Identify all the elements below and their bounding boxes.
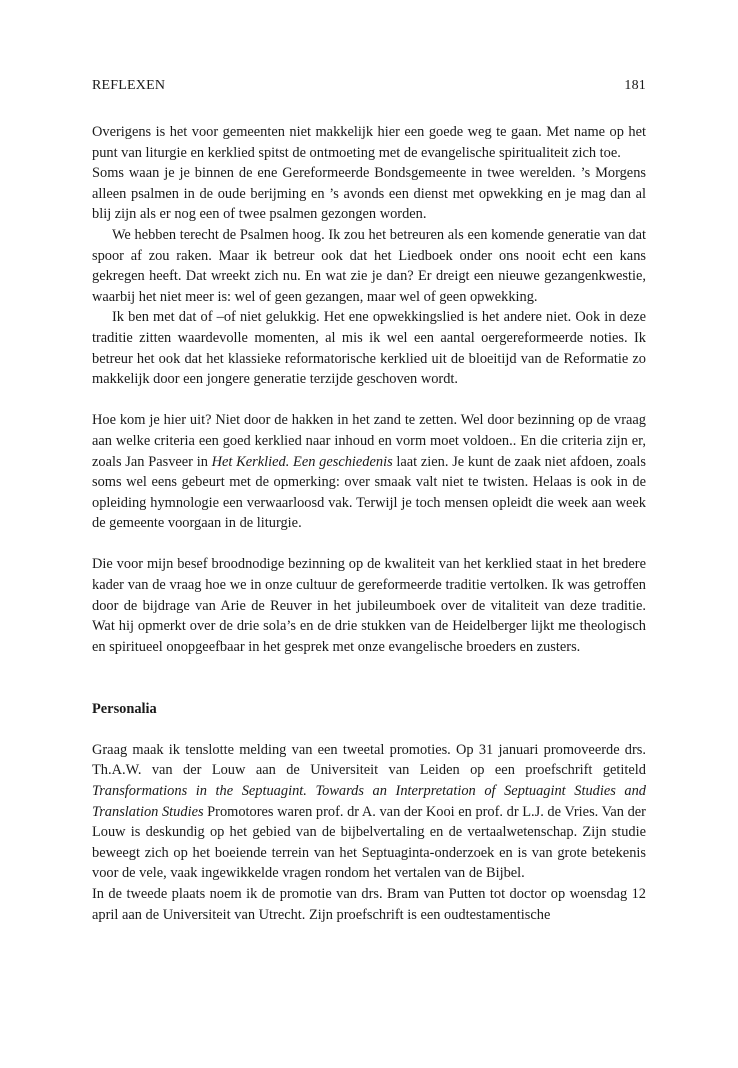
section-heading-personalia: Personalia xyxy=(92,700,157,717)
paragraph-3: We hebben terecht de Psalmen hoog. Ik zou het betreuren als een komende generatie van dat spoor af zou raken. Maar ik betreur ook dat het Liedboek onder ons nooit echt een kans gekregen heeft. Dat wreekt zich nu. En wat zie je dan? Er dreigt een nieuwe gezangenkwestie, waarbij het niet meer is: wel of geen gezangen, maar wel of geen opwekking. xyxy=(92,226,646,305)
paragraph-5-text-b: laat zien. Je kunt de zaak niet afdoen, zoals soms wel eens gebeurt met de opmerking: over smaak valt niet te twisten. Helaas is ook in de opleiding hymnologie een verwaarloosd vak. Terwijl je toch mensen opleidt die week aan week de gemeente voorgaan in de liturgie. xyxy=(92,453,647,532)
thesis-title-septuagint: Transformations in the Septuagint. Towards an Interpretation of Septuagint Studies and Translation Studies xyxy=(92,783,646,820)
running-title: REFLEXEN xyxy=(92,78,166,93)
paragraph-gap xyxy=(92,657,646,678)
page-number: 181 xyxy=(624,78,646,93)
paragraph-gap xyxy=(92,719,646,740)
book-title-kerklied: Het Kerklied. Een geschiedenis xyxy=(211,453,393,470)
paragraph-8: In de tweede plaats noem ik de promotie van drs. Bram van Putten tot doctor op woensdag 12 april aan de Universiteit van Utrecht. Zijn proefschrift is een oudtestamentische xyxy=(92,885,646,923)
paragraph-gap xyxy=(92,390,646,411)
paragraph-7-text-a: Graag maak ik tenslotte melding van een tweetal promoties. Op 31 januari promoveerde drs. Th.A.W. van der Louw aan de Universiteit van Leiden op een proefschrift getiteld xyxy=(92,741,646,779)
paragraph-1: Overigens is het voor gemeenten niet makkelijk hier een goede weg te gaan. Met name op het punt van liturgie en kerklied spitst de ontmoeting met de evangelische spiritualiteit zich toe. xyxy=(92,124,646,161)
paragraph-4: Ik ben met dat of –of niet gelukkig. Het ene opwekkingslied is het andere niet. Ook in deze traditie zitten waardevolle momenten, al mis ik wel een aantal oergereformeerde noties. Ik betreur het ook dat het klassieke reformatorische kerklied uit de bloeitijd van de Reformatie zo makkelijk door een jongere generatie terzijde geschoven wordt. xyxy=(92,309,646,388)
running-header xyxy=(92,78,646,94)
paragraph-7 xyxy=(92,740,646,884)
paragraph-gap xyxy=(92,678,646,699)
page xyxy=(92,78,646,925)
paragraph-7-text-b: Promotores waren prof. dr A. van der Kooi en prof. dr L.J. de Vries. Van der Louw is deskundig op het gebied van de bijbelvertaling en de vertaalwetenschap. Zijn studie beweegt zich op het boeiende terrein van het Septuaginta-onderzoek en is van grote betekenis voor de vele, vaak ingewikkelde vragen rondom het vertalen van de Bijbel. xyxy=(92,803,646,882)
paragraph-5 xyxy=(92,410,646,534)
paragraph-2: Soms waan je je binnen de ene Gereformeerde Bondsgemeente in twee werelden. ’s Morgens alleen psalmen in de oude berijming en ’s avonds een dienst met opwekking en je mag dan al blij zijn als er nog een of twee psalmen gezongen worden. xyxy=(92,165,646,223)
paragraph-5-text-a: Hoe kom je hier uit? Niet door de hakken in het zand te zetten. Wel door bezinning op de vraag aan welke criteria een goed kerklied naar inhoud en vorm moet voldoen.. En die criteria zijn er, zoals Jan Pasveer in xyxy=(92,412,646,470)
paragraph-6: Die voor mijn besef broodnodige bezinning op de kwaliteit van het kerklied staat in het bredere kader van de vraag hoe we in onze cultuur de gereformeerde traditie vertolken. Ik was getroffen door de bijdrage van Arie de Reuver in het jubileumboek over de vitaliteit van deze traditie. Wat hij opmerkt over de drie sola’s en de drie stukken van de Heidelberger lijkt me theologisch en spiritueel onopgeefbaar in het gesprek met onze evangelische broeders en zusters. xyxy=(92,556,646,655)
paragraph-gap xyxy=(92,534,646,555)
